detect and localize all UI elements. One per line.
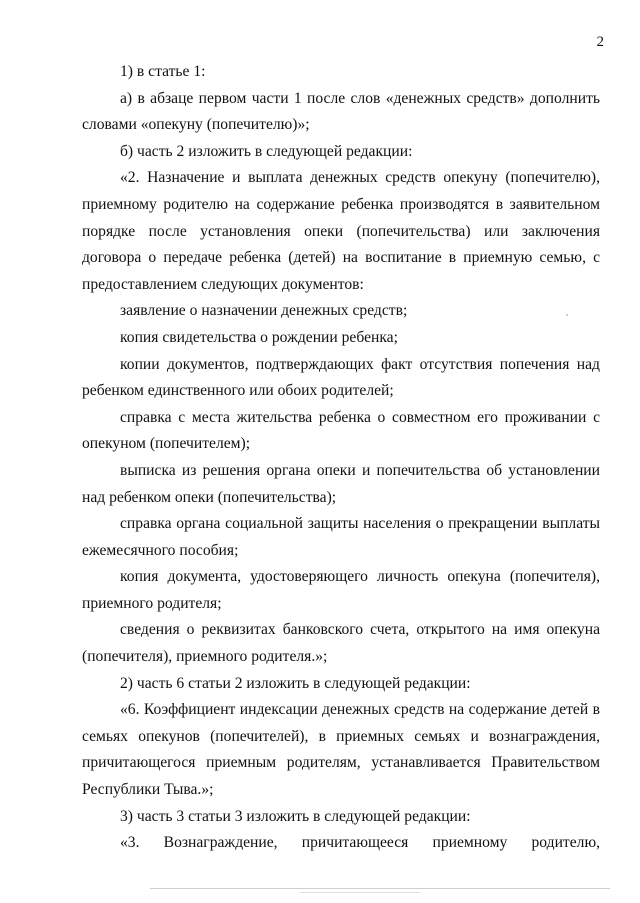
list-item-parental-care-documents: копии документов, подтверждающих факт отсутствия попечения над ребенком единственного или обоих родителей; <box>82 355 600 400</box>
list-item-application: заявление о назначении денежных средств; <box>120 302 408 320</box>
paragraph-sub-b: б) часть 2 изложить в следующей редакции: <box>120 142 413 160</box>
paragraph-part-2-text: «2. Назначение и выплата денежных средств опекуну (попечителю), приемному родителю на содержание ребенка производятся в заявительном порядке после установления опеки (попечительства) или заключения договора о передаче ребенка (детей) на воспитание в приемную семью, с предоставлением следующих документов: <box>82 169 600 293</box>
list-item-social-protection-certificate: справка органа социальной защиты населения о прекращении выплаты ежемесячного пособия; <box>82 515 600 559</box>
paragraph-amendment-article-3: 3) часть 3 статьи 3 изложить в следующей редакции: <box>120 807 471 825</box>
list-item-guardianship-extract: выписка из решения органа опеки и попечительства об установлении над ребенком опеки (попечительства); <box>82 461 600 506</box>
paragraph-part-6-text: «6. Коэффициент индексации денежных средств на содержание детей в семьях опекунов (попечителей), в приемных семьях и вознаграждения, причитающегося приемным родителям, устанавливается Правительством Республики Тыва.»; <box>82 701 600 799</box>
document-body <box>82 59 600 857</box>
scan-edge-line-short <box>300 892 420 893</box>
scan-speck <box>566 314 568 316</box>
list-item-bank-account-details: сведения о реквизитах банковского счета, открытого на имя опекуна (попечителя), приемного родителя.»; <box>82 621 600 666</box>
paragraph-amendment-article-1: 1) в статье 1: <box>120 63 206 80</box>
paragraph-part-3-text: «3. Вознаграждение, причитающееся приемному родителю, <box>120 834 600 852</box>
scan-edge-line <box>150 888 610 889</box>
paragraph-sub-a: а) в абзаце первом части 1 после слов «денежных средств» дополнить словами «опекуну (попечителю)»; <box>82 89 600 134</box>
list-item-residence-certificate: справка с места жительства ребенка о совместном его проживании с опекуном (попечителем); <box>82 408 600 453</box>
page-number: 2 <box>596 34 604 50</box>
list-item-birth-certificate: копия свидетельства о рождении ребенка; <box>120 328 398 346</box>
list-item-identity-document: копия документа, удостоверяющего личность опекуна (попечителя), приемного родителя; <box>82 568 600 612</box>
paragraph-amendment-article-2: 2) часть 6 статьи 2 изложить в следующей редакции: <box>120 674 471 692</box>
